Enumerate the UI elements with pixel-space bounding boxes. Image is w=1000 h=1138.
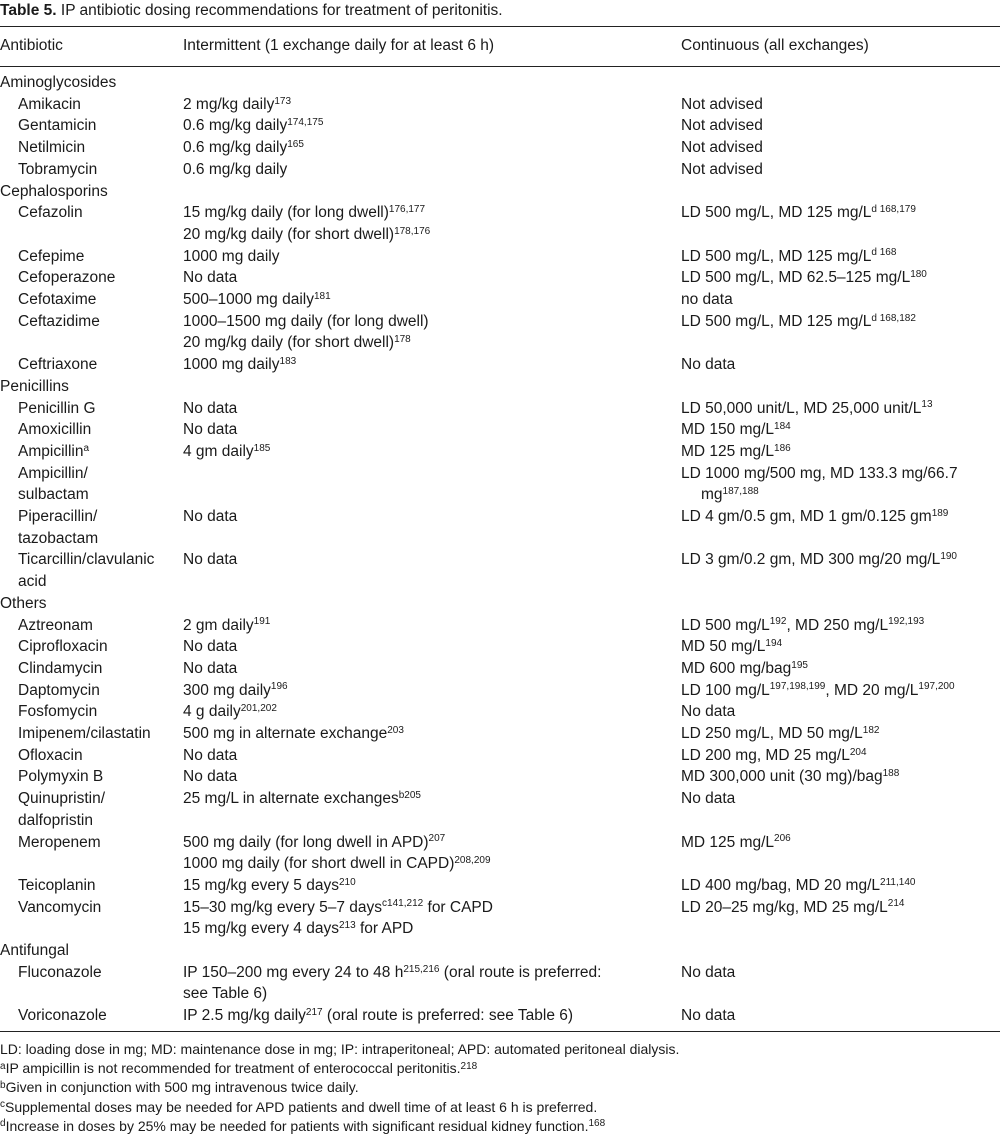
reference-superscript: 180 xyxy=(910,269,927,281)
reference-superscript: b205 xyxy=(398,789,421,801)
intermittent-dose: 15 mg/kg every 5 days$^{210}$ xyxy=(183,876,356,894)
antibiotic-name: Amoxicillin xyxy=(18,421,92,439)
reference-superscript: 201,202 xyxy=(240,703,277,715)
intermittent-dose: No data xyxy=(183,399,238,417)
reference-superscript: 192,193 xyxy=(888,616,925,628)
continuous-dose: No data xyxy=(681,703,736,721)
reference-superscript: 174,175 xyxy=(287,117,324,129)
antibiotic-name: Penicillin G xyxy=(18,399,96,417)
reference-superscript: d 168,179 xyxy=(871,204,916,216)
intermittent-dose: No data xyxy=(183,746,238,764)
antibiotic-name: sulbactam xyxy=(18,486,89,504)
antibiotic-name: Cefotaxime xyxy=(18,291,97,308)
reference-superscript: a xyxy=(0,1060,6,1072)
continuous-dose: Not advised xyxy=(681,117,763,135)
reference-superscript: 188 xyxy=(882,768,900,780)
intermittent-dose: 1000 mg daily$^{183}$ xyxy=(183,355,297,374)
intermittent-dose: 1000–1500 mg daily (for long dwell) xyxy=(183,312,429,330)
antibiotic-name: Clindamycin xyxy=(18,659,103,677)
intermittent-dose: 0.6 mg/kg daily$^{174,175}$ xyxy=(183,117,324,135)
reference-superscript: 181 xyxy=(314,290,331,302)
reference-superscript: 173 xyxy=(274,95,292,107)
intermittent-dose: 0.6 mg/kg daily xyxy=(183,160,288,178)
reference-superscript: 197,200 xyxy=(918,681,955,693)
antibiotic-name: Ticarcillin/clavulanic xyxy=(18,551,155,569)
reference-superscript: 215,216 xyxy=(403,963,440,975)
intermittent-dose: 20 mg/kg daily (for short dwell)$^{178,176}$ xyxy=(183,225,431,243)
reference-superscript: 195 xyxy=(791,659,808,671)
header-continuous: Continuous (all exchanges) xyxy=(681,37,869,54)
footnote: $^a$IP ampicillin is not recommended for treatment of enterococcal peritonitis.$^{218}$ xyxy=(0,1060,478,1077)
intermittent-dose: 15–30 mg/kg every 5–7 days$^{c141,212}$ for CAPD xyxy=(183,898,493,916)
antibiotic-name: Ampicillin$^a$ xyxy=(18,442,90,460)
footnote: $^b$Given in conjunction with 500 mg intravenous twice daily. xyxy=(0,1079,359,1096)
antibiotic-name: Daptomycin xyxy=(18,681,100,699)
intermittent-dose: 2 mg/kg daily$^{173}$ xyxy=(183,95,292,113)
group-heading: Others xyxy=(0,594,47,612)
header-rule xyxy=(0,66,1000,67)
footnote: $^d$Increase in doses by 25% may be needed for patients with significant residual kidney function.$^{168}$ xyxy=(0,1117,606,1134)
intermittent-dose: 25 mg/L in alternate exchanges$^{b205}$ xyxy=(183,789,421,808)
continuous-dose: LD 500 mg/L, MD 125 $mg/L^{d 168,179}$ xyxy=(681,204,916,222)
intermittent-dose: No data xyxy=(183,421,238,439)
reference-superscript: 165 xyxy=(287,138,304,150)
group-heading: Antifungal xyxy=(0,942,69,959)
reference-superscript: 178 xyxy=(394,334,411,346)
reference-superscript: 196 xyxy=(270,681,288,693)
continuous-dose: Not advised xyxy=(681,95,763,113)
header-antibiotic: Antibiotic xyxy=(0,37,63,54)
reference-superscript: 192 xyxy=(769,616,787,628)
table-label: Table 5. xyxy=(0,2,57,19)
reference-superscript: 190 xyxy=(940,551,957,563)
continuous-dose: No data xyxy=(681,963,736,981)
continuous-dose: LD 500 $mg/L^{192}$, MD 250 $mg/L^{192,193}$ xyxy=(681,616,925,634)
antibiotic-name: acid xyxy=(18,573,47,591)
antibiotic-name: Quinupristin/ xyxy=(18,790,106,808)
continuous-dose: LD 500 mg/L, MD 62.5–125 $mg/L^{180}$ xyxy=(681,269,927,287)
group-heading: Cephalosporins xyxy=(0,182,108,200)
continuous-dose: MD 125 $mg/L^{186}$ xyxy=(681,442,791,460)
antibiotic-name: Fosfomycin xyxy=(18,703,98,721)
continuous-dose: MD 150 $mg/L^{184}$ xyxy=(681,421,791,439)
continuous-dose: No data xyxy=(681,356,736,374)
reference-superscript: a xyxy=(83,442,90,454)
antibiotic-name: Meropenem xyxy=(18,833,101,851)
reference-superscript: 207 xyxy=(428,833,446,845)
top-rule xyxy=(0,26,1000,27)
antibiotic-name: Vancomycin xyxy=(18,898,102,916)
reference-superscript: 187,188 xyxy=(722,486,759,498)
intermittent-dose: No data xyxy=(183,659,238,677)
intermittent-dose: 1000 mg daily (for short dwell in CAPD)$^{208,209}$ xyxy=(183,855,491,873)
antibiotic-name: Cefoperazone xyxy=(18,269,116,287)
intermittent-dose: IP 150–200 mg every 24 to 48 $h^{215,216}$ (oral route is preferred: xyxy=(183,963,602,981)
antibiotic-name: Voriconazole xyxy=(18,1007,107,1025)
reference-superscript: 203 xyxy=(387,724,404,736)
continuous-dose: LD 400 mg/bag, MD 20 $mg/L^{211,140}$ xyxy=(681,876,916,894)
antibiotic-name: Aztreonam xyxy=(18,616,93,634)
intermittent-dose: 0.6 mg/kg daily$^{165}$ xyxy=(183,138,304,157)
intermittent-dose: 2 gm daily$^{191}$ xyxy=(183,616,271,634)
antibiotic-name: Ciprofloxacin xyxy=(18,638,108,656)
table-title: IP antibiotic dosing recommendations for treatment of peritonitis. xyxy=(60,2,503,19)
reference-superscript: 218 xyxy=(460,1060,478,1072)
reference-superscript: 183 xyxy=(279,355,297,367)
intermittent-dose: No data xyxy=(183,638,238,656)
reference-superscript: 189 xyxy=(931,507,949,519)
intermittent-dose: 4 gm daily$^{185}$ xyxy=(183,442,271,460)
continuous-dose: LD 1000 mg/500 mg, MD 133.3 mg/66.7 xyxy=(681,464,958,482)
antibiotic-name: Teicoplanin xyxy=(18,876,96,894)
antibiotic-name: Ceftazidime xyxy=(18,312,100,330)
intermittent-dose: see Table 6) xyxy=(183,985,268,1003)
reference-superscript: c141,212 xyxy=(382,898,424,910)
intermittent-dose: 300 mg daily$^{196}$ xyxy=(183,681,288,699)
antibiotic-name: Ampicillin/ xyxy=(18,464,88,482)
continuous-dose: MD 125 $mg/L^{206}$ xyxy=(681,833,791,851)
reference-superscript: 210 xyxy=(338,876,356,888)
continuous-dose: no data xyxy=(681,291,733,308)
continuous-dose: Not advised xyxy=(681,160,763,178)
reference-superscript: d xyxy=(0,1118,6,1130)
intermittent-dose: IP 2.5 mg/kg daily$^{217}$ (oral route is preferred: see Table 6) xyxy=(183,1006,574,1025)
reference-superscript: c xyxy=(0,1098,5,1110)
continuous-dose: MD 600 mg/bag$^{195}$ xyxy=(681,659,808,677)
footnote: LD: loading dose in mg; MD: maintenance dose in mg; IP: intraperitoneal; APD: automated peritoneal dialysis. xyxy=(0,1041,680,1057)
antibiotic-name: Cefazolin xyxy=(18,204,83,222)
reference-superscript: 184 xyxy=(774,421,791,433)
reference-superscript: 204 xyxy=(849,746,867,758)
continuous-dose: LD 50,000 unit/L, MD 25,000 unit/$L^{13}$ xyxy=(681,399,933,417)
header-intermittent: Intermittent (1 exchange daily for at least 6 h) xyxy=(183,37,495,54)
group-heading: Aminoglycosides xyxy=(0,74,117,91)
reference-superscript: 168 xyxy=(588,1118,606,1130)
footnote: $^c$Supplemental doses may be needed for APD patients and dwell time of at least 6 h is preferred. xyxy=(0,1098,598,1115)
continuous-dose: No data xyxy=(681,1007,736,1025)
antibiotic-name: Polymyxin B xyxy=(18,768,104,786)
antibiotic-name: Ceftriaxone xyxy=(18,356,98,374)
antibiotic-name: Piperacillin/ xyxy=(18,508,98,525)
intermittent-dose: 4 g daily$^{201,202}$ xyxy=(183,703,277,721)
reference-superscript: 211,140 xyxy=(880,876,916,888)
reference-superscript: 208,209 xyxy=(454,855,491,867)
bottom-rule xyxy=(0,1031,1000,1032)
antibiotic-name: Fluconazole xyxy=(18,963,102,981)
reference-superscript: 206 xyxy=(774,833,791,845)
continuous-dose: LD 4 gm/0.5 gm, MD 1 gm/0.125 $gm^{189}$ xyxy=(681,507,949,525)
intermittent-dose: 20 mg/kg daily (for short dwell)$^{178}$ xyxy=(183,334,411,352)
intermittent-dose: No data xyxy=(183,768,238,786)
antibiotic-name: Ofloxacin xyxy=(18,746,83,764)
continuous-dose: LD 500 mg/L, MD 125 $mg/L^{d 168}$ xyxy=(681,247,897,265)
continuous-dose: No data xyxy=(681,790,736,808)
antibiotic-name: Gentamicin xyxy=(18,117,97,135)
reference-superscript: 197,198,199 xyxy=(769,681,826,693)
continuous-dose: mg$^{187,188}$ xyxy=(701,486,759,504)
reference-superscript: 13 xyxy=(921,399,933,411)
reference-superscript: 213 xyxy=(338,920,356,932)
reference-superscript: 214 xyxy=(887,898,905,910)
continuous-dose: MD 50 $mg/L^{194}$ xyxy=(681,638,783,656)
reference-superscript: b xyxy=(0,1079,6,1091)
antibiotic-name: Cefepime xyxy=(18,247,85,265)
continuous-dose: LD 500 mg/L, MD 125 $mg/L^{d 168,182}$ xyxy=(681,312,916,330)
intermittent-dose: 500 mg daily (for long dwell in APD)$^{207}$ xyxy=(183,833,446,851)
intermittent-dose: 500 mg in alternate exchange$^{203}$ xyxy=(183,724,404,742)
reference-superscript: 186 xyxy=(774,442,791,454)
group-heading: Penicillins xyxy=(0,377,69,395)
antibiotic-name: Imipenem/cilastatin xyxy=(18,725,151,742)
intermittent-dose: No data xyxy=(183,269,238,287)
reference-superscript: d 168,182 xyxy=(871,312,916,324)
reference-superscript: 182 xyxy=(862,724,880,736)
continuous-dose: LD 100 $mg/L^{197,198,199}$, MD 20 $mg/L^{197,200}$ xyxy=(681,681,955,699)
continuous-dose: LD 20–25 mg/kg, MD 25 $mg/L^{214}$ xyxy=(681,898,905,916)
antibiotic-name: Netilmicin xyxy=(18,139,86,157)
antibiotic-name: Tobramycin xyxy=(18,160,98,178)
reference-superscript: 176,177 xyxy=(388,204,426,216)
continuous-dose: MD 300,000 unit (30 mg)/bag$^{188}$ xyxy=(681,768,900,786)
table-caption xyxy=(0,1,503,21)
reference-superscript: 194 xyxy=(765,638,783,650)
antibiotic-name: dalfopristin xyxy=(18,811,93,829)
continuous-dose: LD 250 mg/L, MD 50 $mg/L^{182}$ xyxy=(681,724,880,742)
continuous-dose: LD 3 gm/0.2 gm, MD 300 mg/20 $mg/L^{190}$ xyxy=(681,551,957,569)
reference-superscript: 178,176 xyxy=(394,225,431,237)
antibiotic-name: Amikacin xyxy=(18,95,81,113)
intermittent-dose: 15 mg/kg daily (for long dwell)$^{176,177}$ xyxy=(183,204,426,222)
antibiotic-name: tazobactam xyxy=(18,529,99,547)
reference-superscript: d 168 xyxy=(871,247,897,259)
intermittent-dose: 1000 mg daily xyxy=(183,247,280,265)
continuous-dose: Not advised xyxy=(681,139,763,157)
continuous-dose: LD 200 mg, MD 25 $mg/L^{204}$ xyxy=(681,746,867,764)
reference-superscript: 191 xyxy=(253,616,271,628)
reference-superscript: 185 xyxy=(253,442,271,454)
intermittent-dose: No data xyxy=(183,551,238,569)
intermittent-dose: No data xyxy=(183,508,238,525)
intermittent-dose: 500–1000 mg daily$^{181}$ xyxy=(183,290,331,308)
intermittent-dose: 15 mg/kg every 4 days$^{213}$ for APD xyxy=(183,920,414,938)
reference-superscript: 217 xyxy=(305,1006,323,1018)
